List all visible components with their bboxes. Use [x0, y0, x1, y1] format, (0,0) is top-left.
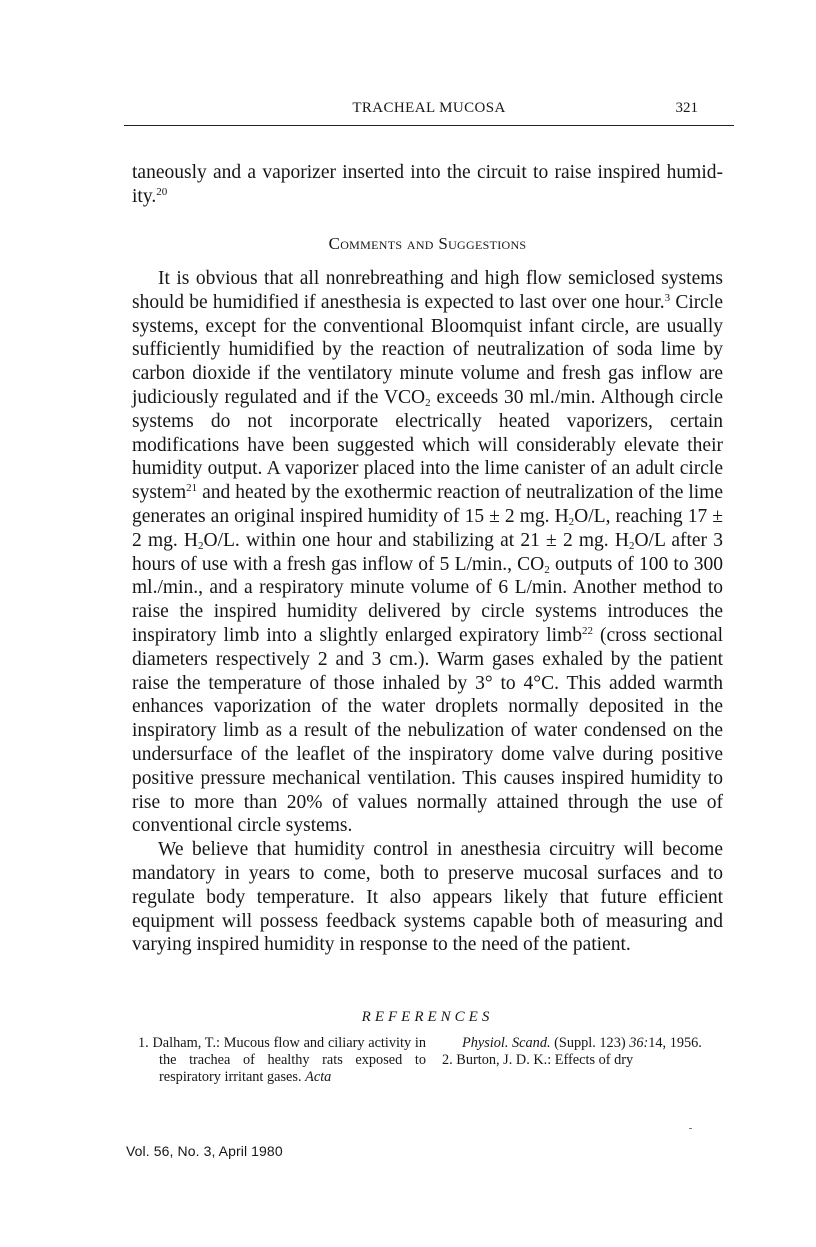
page-number: 321	[675, 100, 698, 116]
text-run: outputs of 100 to 300 ml./min., and a respiratory minute volume of 6 L/min. Another method to raise the inspired humidity delivered by circle systems introduces the inspiratory limb into a slightly enlarged expiratory limb	[132, 553, 723, 646]
citation-ref: 20	[156, 185, 168, 198]
text-run: exceeds 30 ml./min. Although circle systems do not incorporate electrically heated vaporizers, certain modifications have been suggested which will considerably elevate their humidity output. A vaporizer placed into the lime canister of an adult circle system	[132, 386, 724, 504]
text-run: 1. Dalham, T.: Mucous flow and ciliary activity in the trachea of healthy rats exposed to respiratory irritant gases.	[138, 1035, 426, 1086]
footer-citation: Vol. 56, No. 3, April 1980	[126, 1143, 283, 1159]
reference-column-left	[138, 1035, 426, 1087]
text-run: 14, 1956.	[648, 1035, 702, 1051]
citation-ref: 3	[664, 291, 671, 304]
print-speck	[689, 1128, 692, 1129]
subscript: 2	[198, 539, 204, 552]
text-run: O/L after 3 hours of use with a fresh gas inflow of 5 L/min., CO	[132, 529, 723, 575]
text-run: (Suppl. 123)	[550, 1035, 630, 1051]
text-run: O/L. within one hour and stabilizing at 21 ± 2 mg. H	[203, 529, 629, 551]
reference-item	[138, 1035, 426, 1087]
subscript: 2	[568, 515, 575, 528]
header-rule	[124, 125, 734, 126]
citation-ref: 22	[581, 624, 593, 637]
subscript: 2	[544, 563, 550, 576]
reference-continuation	[442, 1035, 726, 1052]
subscript: 2	[628, 539, 635, 552]
text-run: O/L, reaching 17 ± 2 mg. H	[132, 505, 723, 551]
paragraph: We believe that humidity control in anesthesia circuitry will become mandatory in years to come, both to preserve mucosal surfaces and to regulate body temperature. It also appears likely that future efficient equipment will possess feedback systems capable both of measuring and varying inspired humidity in response to the need of the patient.	[132, 839, 723, 956]
journal-name: Physiol. Scand.	[462, 1035, 551, 1051]
subscript: 2	[425, 396, 431, 409]
journal-name: Acta	[305, 1069, 332, 1086]
continuation-text: taneously and a vaporizer inserted into the circuit to raise inspired humid-ity.	[132, 162, 723, 207]
comments-body	[132, 267, 723, 957]
section-heading: Comments and Suggestions	[328, 234, 527, 253]
text-run: (cross sectional diameters respectively 2 and 3 cm.). Warm gases exhaled by the patient raise the temperature of those inhaled by 3° to 4°C. This added warmth enhances vaporization of the water droplets normally deposited in the inspiratory limb as a result of the nebulization of water condensed on the undersurface of the leaflet of the inspiratory dome valve during positive positive pressure mechanical ventilation. This causes inspired humidity to rise to more than 20% of values normally attained through the use of conventional circle systems.	[132, 624, 723, 837]
volume: 36:	[629, 1035, 649, 1051]
citation-ref: 21	[186, 482, 198, 495]
text-run: It is obvious that all nonrebreathing and high flow semiclosed systems should be humidified if anesthesia is expected to last over one hour.	[132, 268, 723, 313]
continuation-paragraph	[132, 161, 723, 209]
text-run: and heated by the exothermic reaction of neutralization of the lime generates an original inspired humidity of 15 ± 2 mg. H	[132, 482, 723, 527]
paragraph	[132, 267, 723, 838]
text-run: Circle systems, except for the conventional Bloomquist infant circle, are usually sufficiently humidified by the reaction of neutralization of soda lime by carbon dioxide if the ventilatory minute volume and fresh gas inflow are judiciously regulated and if the VCO	[132, 291, 723, 408]
reference-column-right	[442, 1035, 726, 1069]
running-title: TRACHEAL MUCOSA	[352, 100, 506, 116]
reference-item: 2. Burton, J. D. K.: Effects of dry	[442, 1052, 634, 1069]
references-heading: REFERENCES	[361, 1009, 494, 1025]
running-header	[124, 100, 734, 124]
